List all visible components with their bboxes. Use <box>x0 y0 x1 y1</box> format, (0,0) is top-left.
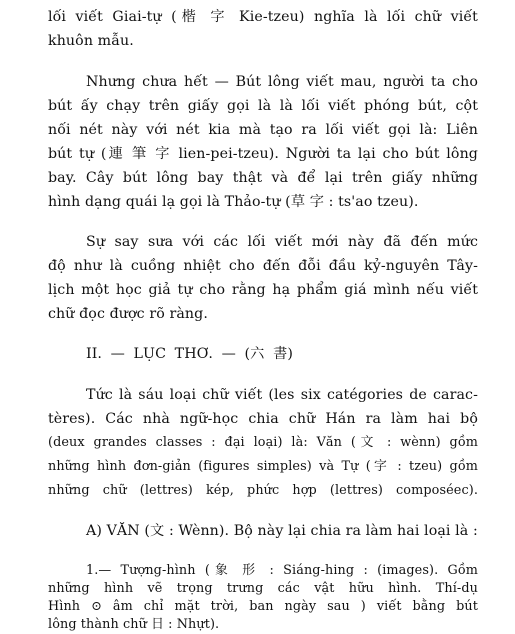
text-line: những hình đơn-giản (figures simples) và Tự (字 : tzeu) gồm <box>48 459 478 474</box>
text-line: 1.— Tượng-hình (象 形 : Siáng-hing : (images). Gồm <box>86 563 478 578</box>
text-line: bút ấy chạy trên giấy gọi là là lối viết phóng bút, cột <box>48 98 478 114</box>
text-line: chữ đọc được rõ ràng. <box>48 306 208 322</box>
text-line: lịch một học giả tự cho rằng hạ phẩm giá mình nếu viết <box>48 282 478 298</box>
text-line: bút tự (連 筆 字 lien-pei-tzeu). Người ta lại cho bút lông <box>48 146 478 162</box>
text-line: bay. Cây bút lông bay thật và để lại trên giấy những <box>48 170 478 186</box>
text-line: hình dạng quái lạ gọi là Thảo-tự (草 字 : ts'ao tzeu). <box>48 194 419 210</box>
text-line: những chữ (lettres) kép, phức hợp (lettres) composéec). <box>48 483 478 498</box>
section-heading: II. — LỤC THƠ. — (六 書) <box>86 346 294 362</box>
text-line: lối viết Giai-tự (楷 字 Kie-tzeu) nghĩa là lối chữ viết <box>48 9 478 25</box>
text-line: Tức là sáu loại chữ viết (les six catégories de carac- <box>86 387 478 403</box>
text-line: tères). Các nhà ngữ-học chia chữ Hán ra làm hai bộ <box>48 411 478 427</box>
text-line: Sự say sưa với các lối viết mới này đã đến mức <box>86 234 478 250</box>
text-line: những hình vẽ trọng trưng các vật hữu hình. Thí-dụ <box>48 581 478 596</box>
text-line: độ như là cuồng nhiệt cho đến đỗi đầu kỷ-nguyên Tây- <box>48 258 478 274</box>
text-line: Nhưng chưa hết — Bút lông viết mau, người ta cho <box>86 74 478 90</box>
text-line: nối nét này với nét kia mà tạo ra lối viết gọi là: Liên <box>48 122 478 138</box>
subsection-heading: A) VĂN (文 : Wènn). Bộ này lại chia ra làm hai loại là : <box>86 523 478 539</box>
text-line: lông thành chữ 日 : Nhựt). <box>48 617 220 632</box>
text-line: Hình ⊙ âm chỉ mặt trời, ban ngày sau ) viết bằng bút <box>48 599 478 614</box>
text-line: (deux grandes classes : đại loại) là: Văn (文 : wènn) gồm <box>48 435 478 450</box>
text-line: khuôn mẫu. <box>48 33 134 49</box>
